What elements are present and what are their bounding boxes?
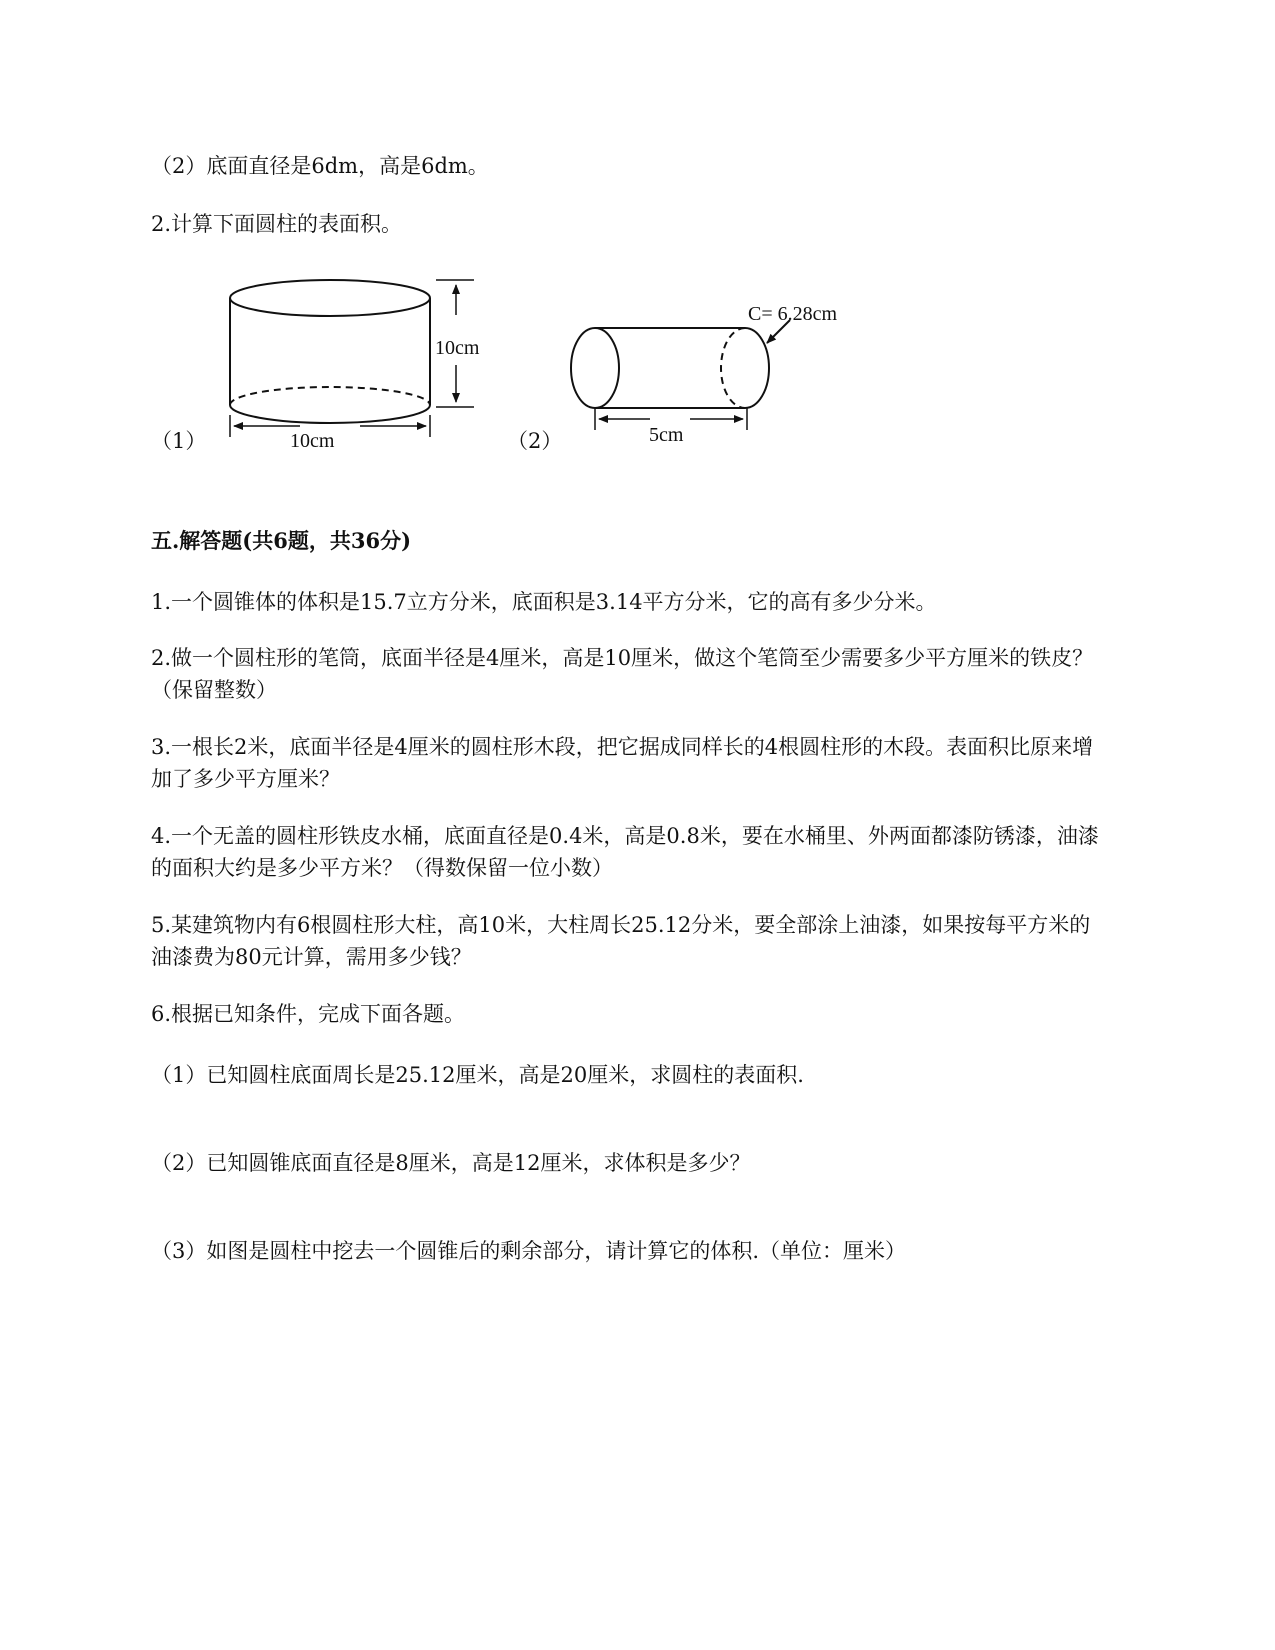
figure-label-1: （1） (151, 429, 207, 453)
s5-question-4: 4.一个无盖的圆柱形铁皮水桶，底面直径是0.4米，高是0.8米，要在水桶里、外两面都漆防锈漆，油漆的面积大约是多少平方米？（得数保留一位小数） (151, 824, 1099, 880)
s5-question-6-part-1: （1）已知圆柱底面周长是25.12厘米，高是20厘米，求圆柱的表面积. (151, 1063, 804, 1087)
fig2-length-label: 5cm (649, 424, 684, 446)
sub-question-2: （2）底面直径是6dm，高是6dm。 (151, 154, 489, 178)
question-2-title: 2.计算下面圆柱的表面积。 (151, 212, 403, 236)
fig2-circumference-label: C= 6.28cm (748, 303, 838, 325)
fig1-height-label: 10cm (435, 337, 480, 359)
s5-question-2: 2.做一个圆柱形的笔筒，底面半径是4厘米，高是10厘米，做这个笔筒至少需要多少平方厘米的铁皮？（保留整数） (151, 646, 1094, 702)
s5-question-6: 6.根据已知条件，完成下面各题。 (151, 1002, 466, 1026)
s5-question-1: 1.一个圆锥体的体积是15.7立方分米，底面积是3.14平方分米，它的高有多少分米。 (151, 590, 937, 614)
s5-question-3: 3.一根长2米，底面半径是4厘米的圆柱形木段，把它据成同样长的4根圆柱形的木段。表面积比原来增加了多少平方厘米？ (151, 735, 1094, 791)
figure-label-2: （2） (507, 429, 563, 453)
s5-question-5: 5.某建筑物内有6根圆柱形大柱，高10米，大柱周长25.12分米，要全部涂上油漆，如果按每平方米的油漆费为80元计算，需用多少钱？ (151, 913, 1091, 969)
s5-question-6-part-2: （2）已知圆锥底面直径是8厘米，高是12厘米，求体积是多少？ (151, 1151, 751, 1175)
fig1-diameter-label: 10cm (290, 430, 335, 452)
cylinder-figure-2 (571, 320, 790, 430)
section-5-heading: 五.解答题(共6题，共36分) (151, 528, 412, 553)
s5-question-6-part-3: （3）如图是圆柱中挖去一个圆锥后的剩余部分，请计算它的体积.（单位：厘米） (151, 1239, 907, 1263)
